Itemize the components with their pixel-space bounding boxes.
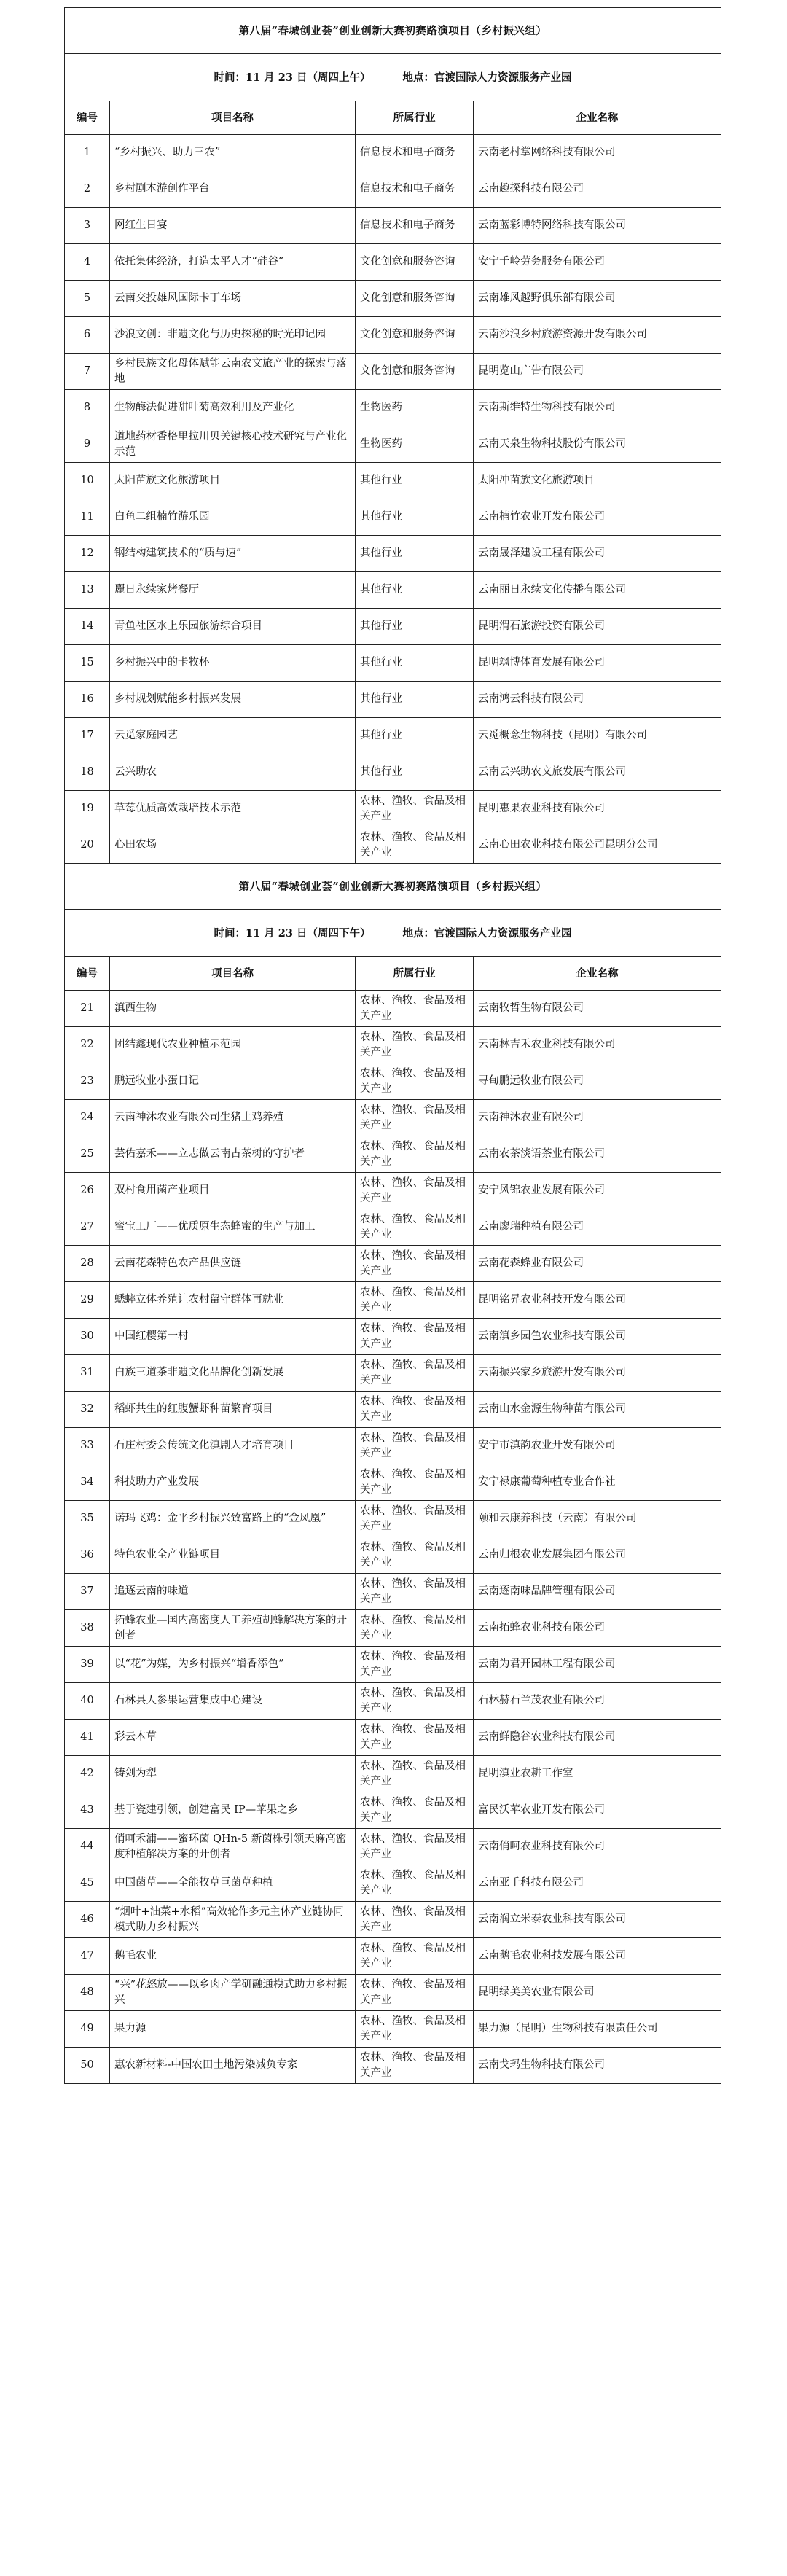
- section-info: [65, 910, 721, 957]
- table-row: [65, 1428, 721, 1464]
- cell-industry: 农林、渔牧、食品及相关产业: [356, 1428, 474, 1464]
- cell-company-name: 云南鲜隐谷农业科技有限公司: [474, 1720, 721, 1756]
- cell-industry: 农林、渔牧、食品及相关产业: [356, 2011, 474, 2048]
- table-row: [65, 1209, 721, 1246]
- cell-number: 35: [65, 1501, 110, 1537]
- cell-number: 46: [65, 1902, 110, 1938]
- table-row: [65, 1865, 721, 1902]
- cell-project-name: “兴”花怒放——以乡肉产学研融通模式助力乡村振兴: [110, 1975, 356, 2011]
- cell-number: 36: [65, 1537, 110, 1574]
- cell-project-name: 追逐云南的味道: [110, 1574, 356, 1610]
- cell-company-name: 云南俏呵农业科技有限公司: [474, 1829, 721, 1865]
- cell-industry: 信息技术和电子商务: [356, 135, 474, 171]
- table-row: [65, 1173, 721, 1209]
- cell-number: 14: [65, 609, 110, 645]
- cell-industry: 其他行业: [356, 536, 474, 572]
- cell-company-name: 昆明绿美美农业有限公司: [474, 1975, 721, 2011]
- cell-industry: 农林、渔牧、食品及相关产业: [356, 1136, 474, 1173]
- cell-project-name: 乡村剧本游创作平台: [110, 171, 356, 208]
- table-row: [65, 2048, 721, 2084]
- cell-company-name: 云南楠竹农业开发有限公司: [474, 499, 721, 536]
- table-row: [65, 718, 721, 754]
- cell-project-name: 蟋蟀立体养殖让农村留守群体再就业: [110, 1282, 356, 1319]
- cell-number: 13: [65, 572, 110, 609]
- cell-project-name: 双村食用菌产业项目: [110, 1173, 356, 1209]
- cell-company-name: 昆明览山广告有限公司: [474, 354, 721, 390]
- cell-company-name: 云南斯维特生物科技有限公司: [474, 390, 721, 426]
- cell-number: 22: [65, 1027, 110, 1063]
- cell-industry: 农林、渔牧、食品及相关产业: [356, 1938, 474, 1975]
- cell-company-name: 云南沙浪乡村旅游资源开发有限公司: [474, 317, 721, 354]
- cell-company-name: 云南蓝彩博特网络科技有限公司: [474, 208, 721, 244]
- table-row: [65, 244, 721, 281]
- cell-project-name: 白鱼二组楠竹游乐园: [110, 499, 356, 536]
- cell-number: 25: [65, 1136, 110, 1173]
- cell-number: 7: [65, 354, 110, 390]
- cell-company-name: 颐和云康养科技（云南）有限公司: [474, 1501, 721, 1537]
- table-row: [65, 1537, 721, 1574]
- cell-number: 24: [65, 1100, 110, 1136]
- cell-project-name: 草莓优质高效栽培技术示范: [110, 791, 356, 827]
- cell-project-name: “乡村振兴、助力三农”: [110, 135, 356, 171]
- cell-company-name: 石林赫石兰茂农业有限公司: [474, 1683, 721, 1720]
- cell-project-name: 太阳苗族文化旅游项目: [110, 463, 356, 499]
- cell-project-name: 铸剑为犁: [110, 1756, 356, 1792]
- cell-industry: 其他行业: [356, 682, 474, 718]
- cell-number: 26: [65, 1173, 110, 1209]
- table-row: [65, 171, 721, 208]
- cell-number: 12: [65, 536, 110, 572]
- table-row: [65, 1136, 721, 1173]
- cell-number: 2: [65, 171, 110, 208]
- table-row: [65, 572, 721, 609]
- cell-industry: 农林、渔牧、食品及相关产业: [356, 1720, 474, 1756]
- cell-project-name: 团结鑫现代农业种植示范园: [110, 1027, 356, 1063]
- cell-number: 37: [65, 1574, 110, 1610]
- cell-industry: 农林、渔牧、食品及相关产业: [356, 1501, 474, 1537]
- cell-project-name: 云南花森特色农产品供应链: [110, 1246, 356, 1282]
- cell-number: 8: [65, 390, 110, 426]
- cell-project-name: 中国菌草——全能牧草巨菌草种植: [110, 1865, 356, 1902]
- cell-company-name: 果力源（昆明）生物科技有限责任公司: [474, 2011, 721, 2048]
- cell-industry: 农林、渔牧、食品及相关产业: [356, 1355, 474, 1392]
- cell-project-name: 彩云本草: [110, 1720, 356, 1756]
- cell-number: 42: [65, 1756, 110, 1792]
- cell-project-name: 石庄村委会传统文化滇剧人才培育项目: [110, 1428, 356, 1464]
- cell-project-name: 俏呵禾浦——蜜环菌 QHn-5 新菌株引领天麻高密度种植解决方案的开创者: [110, 1829, 356, 1865]
- section-info-row: [65, 910, 721, 957]
- cell-project-name: 云觅家庭园艺: [110, 718, 356, 754]
- cell-project-name: 芸佑嘉禾——立志做云南古茶树的守护者: [110, 1136, 356, 1173]
- cell-number: 38: [65, 1610, 110, 1647]
- table-row: [65, 1902, 721, 1938]
- section-title: 第八届“春城创业荟”创业创新大赛初赛路演项目（乡村振兴组）: [65, 8, 721, 54]
- cell-company-name: 安宁千岭劳务服务有限公司: [474, 244, 721, 281]
- cell-number: 31: [65, 1355, 110, 1392]
- cell-industry: 农林、渔牧、食品及相关产业: [356, 1282, 474, 1319]
- session-time: 时间：11 月 23 日（周四上午）: [214, 71, 371, 84]
- cell-company-name: 云南雄风越野俱乐部有限公司: [474, 281, 721, 317]
- cell-number: 48: [65, 1975, 110, 2011]
- cell-project-name: 诺玛飞鸡：金平乡村振兴致富路上的“金凤凰”: [110, 1501, 356, 1537]
- cell-industry: 农林、渔牧、食品及相关产业: [356, 1756, 474, 1792]
- cell-number: 10: [65, 463, 110, 499]
- cell-industry: 农林、渔牧、食品及相关产业: [356, 1027, 474, 1063]
- header-industry: 所属行业: [356, 101, 474, 135]
- cell-number: 21: [65, 991, 110, 1027]
- cell-project-name: 中国红樱第一村: [110, 1319, 356, 1355]
- cell-company-name: 云南鹅毛农业科技发展有限公司: [474, 1938, 721, 1975]
- cell-number: 28: [65, 1246, 110, 1282]
- column-header-row: [65, 101, 721, 135]
- cell-company-name: 云南云兴助农文旅发展有限公司: [474, 754, 721, 791]
- table-row: [65, 426, 721, 463]
- cell-industry: 农林、渔牧、食品及相关产业: [356, 1683, 474, 1720]
- cell-number: 27: [65, 1209, 110, 1246]
- cell-company-name: 安宁市滇韵农业开发有限公司: [474, 1428, 721, 1464]
- cell-project-name: 乡村规划赋能乡村振兴发展: [110, 682, 356, 718]
- section-info: [65, 54, 721, 101]
- header-project-name: 项目名称: [110, 101, 356, 135]
- table-row: [65, 754, 721, 791]
- table-row: [65, 1829, 721, 1865]
- cell-company-name: 云南润立米泰农业科技有限公司: [474, 1902, 721, 1938]
- cell-company-name: 寻甸鹏远牧业有限公司: [474, 1063, 721, 1100]
- cell-project-name: 拓蜂农业—国内高密度人工养殖胡蜂解决方案的开创者: [110, 1610, 356, 1647]
- section-title-row: [65, 8, 721, 54]
- table-row: [65, 1100, 721, 1136]
- cell-project-name: 滇西生物: [110, 991, 356, 1027]
- cell-project-name: 科技助力产业发展: [110, 1464, 356, 1501]
- cell-project-name: 道地药材香格里拉川贝关键核心技术研究与产业化示范: [110, 426, 356, 463]
- cell-number: 45: [65, 1865, 110, 1902]
- cell-company-name: 云南逐南味品牌管理有限公司: [474, 1574, 721, 1610]
- cell-project-name: 云兴助农: [110, 754, 356, 791]
- cell-number: 43: [65, 1792, 110, 1829]
- cell-company-name: 昆明滇业农耕工作室: [474, 1756, 721, 1792]
- cell-number: 30: [65, 1319, 110, 1355]
- session-time: 时间：11 月 23 日（周四下午）: [214, 926, 371, 940]
- cell-industry: 其他行业: [356, 572, 474, 609]
- cell-project-name: 云南神沐农业有限公司生猪土鸡养殖: [110, 1100, 356, 1136]
- cell-number: 49: [65, 2011, 110, 2048]
- table-row: [65, 1938, 721, 1975]
- cell-company-name: 云南拓蜂农业科技有限公司: [474, 1610, 721, 1647]
- table-row: [65, 1392, 721, 1428]
- cell-company-name: 云南林吉禾农业科技有限公司: [474, 1027, 721, 1063]
- cell-company-name: 云南亚千科技有限公司: [474, 1865, 721, 1902]
- cell-number: 1: [65, 135, 110, 171]
- table-row: [65, 1246, 721, 1282]
- header-number: 编号: [65, 957, 110, 991]
- cell-number: 17: [65, 718, 110, 754]
- cell-company-name: 昆明铭昇农业科技开发有限公司: [474, 1282, 721, 1319]
- cell-company-name: 云南牧哲生物有限公司: [474, 991, 721, 1027]
- table-row: [65, 499, 721, 536]
- cell-company-name: 云南振兴家乡旅游开发有限公司: [474, 1355, 721, 1392]
- cell-industry: 文化创意和服务咨询: [356, 317, 474, 354]
- cell-number: 33: [65, 1428, 110, 1464]
- cell-industry: 其他行业: [356, 754, 474, 791]
- table-row: [65, 827, 721, 864]
- cell-number: 19: [65, 791, 110, 827]
- cell-company-name: 富民沃苹农业开发有限公司: [474, 1792, 721, 1829]
- table-row: [65, 317, 721, 354]
- header-company-name: 企业名称: [474, 101, 721, 135]
- cell-company-name: 云南戈玛生物科技有限公司: [474, 2048, 721, 2084]
- cell-industry: 信息技术和电子商务: [356, 208, 474, 244]
- cell-industry: 农林、渔牧、食品及相关产业: [356, 1464, 474, 1501]
- cell-industry: 其他行业: [356, 645, 474, 682]
- cell-industry: 文化创意和服务咨询: [356, 244, 474, 281]
- cell-company-name: 安宁禄康葡萄种植专业合作社: [474, 1464, 721, 1501]
- cell-industry: 农林、渔牧、食品及相关产业: [356, 1574, 474, 1610]
- cell-industry: 农林、渔牧、食品及相关产业: [356, 791, 474, 827]
- cell-industry: 农林、渔牧、食品及相关产业: [356, 1209, 474, 1246]
- cell-company-name: 云觅概念生物科技（昆明）有限公司: [474, 718, 721, 754]
- cell-industry: 农林、渔牧、食品及相关产业: [356, 1792, 474, 1829]
- schedule-table: [64, 7, 721, 2084]
- cell-company-name: 昆明渭石旅游投资有限公司: [474, 609, 721, 645]
- header-company-name: 企业名称: [474, 957, 721, 991]
- cell-industry: 信息技术和电子商务: [356, 171, 474, 208]
- header-project-name: 项目名称: [110, 957, 356, 991]
- table-row: [65, 791, 721, 827]
- section-title-row: [65, 864, 721, 910]
- cell-company-name: 云南花森蜂业有限公司: [474, 1246, 721, 1282]
- cell-project-name: 生物酶法促进甜叶菊高效利用及产业化: [110, 390, 356, 426]
- table-row: [65, 354, 721, 390]
- cell-project-name: 白族三道茶非遗文化品牌化创新发展: [110, 1355, 356, 1392]
- cell-number: 5: [65, 281, 110, 317]
- cell-project-name: 稻虾共生的红腹蟹虾种苗繁育项目: [110, 1392, 356, 1428]
- cell-project-name: 钢结构建筑技术的“质与速”: [110, 536, 356, 572]
- cell-project-name: 青鱼社区水上乐园旅游综合项目: [110, 609, 356, 645]
- cell-industry: 农林、渔牧、食品及相关产业: [356, 1063, 474, 1100]
- section-title: 第八届“春城创业荟”创业创新大赛初赛路演项目（乡村振兴组）: [65, 864, 721, 910]
- cell-number: 44: [65, 1829, 110, 1865]
- table-row: [65, 1501, 721, 1537]
- cell-number: 3: [65, 208, 110, 244]
- table-row: [65, 1355, 721, 1392]
- cell-number: 39: [65, 1647, 110, 1683]
- table-row: [65, 1027, 721, 1063]
- table-row: [65, 1464, 721, 1501]
- cell-number: 34: [65, 1464, 110, 1501]
- cell-project-name: 石林县人参果运营集成中心建设: [110, 1683, 356, 1720]
- cell-number: 29: [65, 1282, 110, 1319]
- table-row: [65, 281, 721, 317]
- table-row: [65, 390, 721, 426]
- cell-number: 41: [65, 1720, 110, 1756]
- schedule-table-body: [65, 8, 721, 2084]
- cell-number: 23: [65, 1063, 110, 1100]
- cell-industry: 农林、渔牧、食品及相关产业: [356, 1975, 474, 2011]
- table-row: [65, 1792, 721, 1829]
- table-row: [65, 991, 721, 1027]
- cell-project-name: “烟叶+油菜+水稻”高效轮作多元主体产业链协同模式助力乡村振兴: [110, 1902, 356, 1938]
- cell-industry: 文化创意和服务咨询: [356, 281, 474, 317]
- cell-industry: 其他行业: [356, 609, 474, 645]
- cell-project-name: 沙浪文创：非遗文化与历史探秘的时光印记园: [110, 317, 356, 354]
- cell-company-name: 云南廖瑞种植有限公司: [474, 1209, 721, 1246]
- table-row: [65, 135, 721, 171]
- cell-number: 47: [65, 1938, 110, 1975]
- cell-number: 11: [65, 499, 110, 536]
- cell-project-name: 麗日永续家烤餐厅: [110, 572, 356, 609]
- cell-company-name: 云南神沐农业有限公司: [474, 1100, 721, 1136]
- table-row: [65, 1756, 721, 1792]
- cell-number: 18: [65, 754, 110, 791]
- table-row: [65, 1574, 721, 1610]
- table-row: [65, 609, 721, 645]
- cell-company-name: 云南天泉生物科技股份有限公司: [474, 426, 721, 463]
- cell-number: 6: [65, 317, 110, 354]
- cell-company-name: 昆明惠果农业科技有限公司: [474, 791, 721, 827]
- cell-industry: 农林、渔牧、食品及相关产业: [356, 1100, 474, 1136]
- table-row: [65, 1610, 721, 1647]
- cell-company-name: 云南为君开园林工程有限公司: [474, 1647, 721, 1683]
- cell-industry: 农林、渔牧、食品及相关产业: [356, 1902, 474, 1938]
- table-row: [65, 682, 721, 718]
- cell-number: 50: [65, 2048, 110, 2084]
- table-row: [65, 1647, 721, 1683]
- session-place: 地点：官渡国际人力资源服务产业园: [402, 71, 572, 84]
- table-row: [65, 208, 721, 244]
- cell-project-name: 果力源: [110, 2011, 356, 2048]
- cell-industry: 其他行业: [356, 463, 474, 499]
- table-row: [65, 536, 721, 572]
- session-place: 地点：官渡国际人力资源服务产业园: [402, 926, 572, 940]
- cell-industry: 其他行业: [356, 718, 474, 754]
- cell-project-name: 基于瓷建引领，创建富民 IP—苹果之乡: [110, 1792, 356, 1829]
- cell-industry: 农林、渔牧、食品及相关产业: [356, 1865, 474, 1902]
- cell-project-name: 鹏远牧业小蛋日记: [110, 1063, 356, 1100]
- cell-industry: 农林、渔牧、食品及相关产业: [356, 991, 474, 1027]
- cell-project-name: 乡村民族文化母体赋能云南农文旅产业的探索与落地: [110, 354, 356, 390]
- cell-project-name: 依托集体经济，打造太平人才“硅谷”: [110, 244, 356, 281]
- table-row: [65, 645, 721, 682]
- table-row: [65, 1975, 721, 2011]
- cell-project-name: 蜜宝工厂——优质原生态蜂蜜的生产与加工: [110, 1209, 356, 1246]
- cell-company-name: 昆明飒博体育发展有限公司: [474, 645, 721, 682]
- cell-company-name: 云南农茶淡语茶业有限公司: [474, 1136, 721, 1173]
- cell-number: 20: [65, 827, 110, 864]
- cell-number: 16: [65, 682, 110, 718]
- cell-project-name: 特色农业全产业链项目: [110, 1537, 356, 1574]
- cell-company-name: 云南山水金源生物种苗有限公司: [474, 1392, 721, 1428]
- cell-company-name: 云南老村掌网络科技有限公司: [474, 135, 721, 171]
- table-row: [65, 2011, 721, 2048]
- cell-company-name: 太阳冲苗族文化旅游项目: [474, 463, 721, 499]
- table-row: [65, 1063, 721, 1100]
- cell-industry: 农林、渔牧、食品及相关产业: [356, 827, 474, 864]
- cell-company-name: 云南晟泽建设工程有限公司: [474, 536, 721, 572]
- cell-number: 40: [65, 1683, 110, 1720]
- cell-number: 15: [65, 645, 110, 682]
- table-row: [65, 1720, 721, 1756]
- cell-industry: 文化创意和服务咨询: [356, 354, 474, 390]
- header-number: 编号: [65, 101, 110, 135]
- cell-industry: 生物医药: [356, 426, 474, 463]
- cell-industry: 生物医药: [356, 390, 474, 426]
- cell-industry: 农林、渔牧、食品及相关产业: [356, 1610, 474, 1647]
- cell-number: 9: [65, 426, 110, 463]
- cell-project-name: 惠农新材料-中国农田土地污染减负专家: [110, 2048, 356, 2084]
- cell-industry: 农林、渔牧、食品及相关产业: [356, 1246, 474, 1282]
- header-industry: 所属行业: [356, 957, 474, 991]
- cell-company-name: 云南心田农业科技有限公司昆明分公司: [474, 827, 721, 864]
- section-info-row: [65, 54, 721, 101]
- cell-company-name: 安宁风锦农业发展有限公司: [474, 1173, 721, 1209]
- cell-industry: 农林、渔牧、食品及相关产业: [356, 1173, 474, 1209]
- cell-project-name: 网红生日宴: [110, 208, 356, 244]
- cell-project-name: 云南交投雄风国际卡丁车场: [110, 281, 356, 317]
- cell-industry: 其他行业: [356, 499, 474, 536]
- cell-project-name: 以“花”为媒，为乡村振兴“增香添色”: [110, 1647, 356, 1683]
- cell-industry: 农林、渔牧、食品及相关产业: [356, 1829, 474, 1865]
- cell-industry: 农林、渔牧、食品及相关产业: [356, 2048, 474, 2084]
- cell-industry: 农林、渔牧、食品及相关产业: [356, 1392, 474, 1428]
- cell-company-name: 云南趣探科技有限公司: [474, 171, 721, 208]
- document-page: [64, 7, 721, 2084]
- cell-industry: 农林、渔牧、食品及相关产业: [356, 1647, 474, 1683]
- cell-project-name: 鹅毛农业: [110, 1938, 356, 1975]
- cell-industry: 农林、渔牧、食品及相关产业: [356, 1537, 474, 1574]
- cell-number: 4: [65, 244, 110, 281]
- cell-industry: 农林、渔牧、食品及相关产业: [356, 1319, 474, 1355]
- cell-number: 32: [65, 1392, 110, 1428]
- cell-company-name: 云南鸿云科技有限公司: [474, 682, 721, 718]
- cell-company-name: 云南归根农业发展集团有限公司: [474, 1537, 721, 1574]
- cell-project-name: 心田农场: [110, 827, 356, 864]
- table-row: [65, 1319, 721, 1355]
- column-header-row: [65, 957, 721, 991]
- table-row: [65, 1282, 721, 1319]
- cell-company-name: 云南丽日永续文化传播有限公司: [474, 572, 721, 609]
- table-row: [65, 463, 721, 499]
- cell-project-name: 乡村振兴中的卡牧杯: [110, 645, 356, 682]
- table-row: [65, 1683, 721, 1720]
- cell-company-name: 云南滇乡园色农业科技有限公司: [474, 1319, 721, 1355]
